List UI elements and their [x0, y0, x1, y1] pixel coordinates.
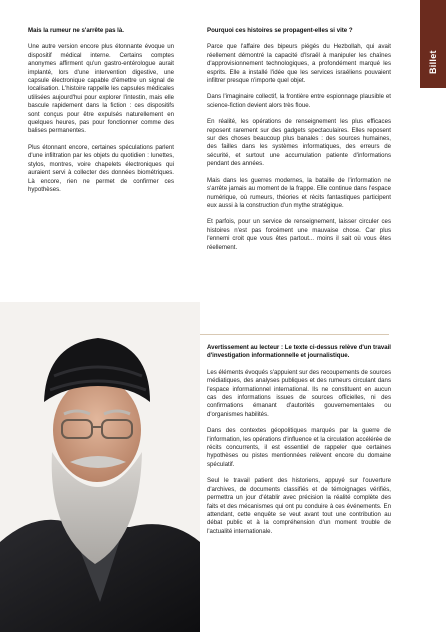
left-column: [28, 27, 174, 202]
portrait-photo: [0, 302, 200, 632]
right-paragraph: Dans l'imaginaire collectif, la frontière entre espionnage plausible et science-fiction devient alors très floue.: [207, 93, 391, 109]
right-paragraph: Parce que l'affaire des bipeurs piégés du Hezbollah, qui avait réellement démontré la capacité d'Israël à manipuler les chaînes d'approvisionnement technologiques, a profondément marqué les esprits. Elle a installé l'idée que les services israéliens pouvaient infiltrer presque n'importe quel objet.: [207, 43, 391, 85]
portrait-illustration: [0, 302, 200, 632]
disclaimer-box: [207, 344, 391, 544]
section-tab: [420, 0, 446, 88]
disclaimer-heading: Avertissement au lecteur : Le texte ci-dessus relève d'un travail d'investigation informationnelle et journalistique.: [207, 344, 391, 360]
left-paragraph: Une autre version encore plus étonnante évoque un dispositif médical interne. Certains comptes anonymes affirment qu'un gastro-entérologue aurait implanté, lors d'une intervention digestive, une capsule électronique capable d'émettre un signal de localisation. L'histoire rappelle les capsules médicales utilisées aujourd'hui pour explorer l'intestin, mais elle bascule rapidement dans la fiction : ces dispositifs sont conçus pour être expulsés naturellement en quelques heures, pas pour fonctionner comme des balises permanentes.: [28, 43, 174, 135]
right-paragraph: Et parfois, pour un service de renseignement, laisser circuler ces histoires n'est pas forcément une mauvaise chose. Car plus l'ennemi croit que vous êtes partout... moins il sait où vous êtes réellement.: [207, 218, 391, 251]
disclaimer-paragraph: Seul le travail patient des historiens, appuyé sur l'ouverture d'archives, de documents classifiés et de témoignages vérifiés, permettra un jour d'établir avec précision la réalité complète des faits et des mécanismes qui ont pu conduire à ces événements. En attendant, cette enquête se veut avant tout une contribution au débat public et à la compréhension d'un moment trouble de l'actualité internationale.: [207, 477, 391, 535]
disclaimer-paragraph: Les éléments évoqués s'appuient sur des recoupements de sources médiatiques, des analyses publiques et des rumeurs circulant dans l'espace informationnel international. Ils ne constituent en aucun cas des informations issues de sources officielles, ni des confirmations émanant d'autorités gouvernementales ou d'organismes habilités.: [207, 368, 391, 418]
left-column-heading: Mais la rumeur ne s'arrête pas là.: [28, 27, 124, 34]
left-paragraph: Plus étonnant encore, certaines spéculations parlent d'une infiltration par les objets du quotidien : lunettes, stylos, montres, voire chapelets électroniques qui auraient servi à collecter des données biométriques. Là encore, rien ne permet de confirmer ces hypothèses.: [28, 143, 174, 193]
right-paragraph: Mais dans les guerres modernes, la bataille de l'information ne s'arrête jamais au moment de la frappe. Elle continue dans l'espace numérique, où rumeurs, théories et récits fantastiques participent eux aussi à la construction d'un mythe stratégique.: [207, 176, 391, 209]
disclaimer-paragraph: Dans des contextes géopolitiques marqués par la guerre de l'information, les opérations d'influence et la circulation accélérée de récits concurrents, il est essentiel de rappeler que certaines hypothèses ou pistes mentionnées relèvent encore du domaine spéculatif.: [207, 427, 391, 468]
section-tab-label: Billet: [428, 50, 438, 74]
right-column: [207, 27, 391, 260]
section-divider: [199, 334, 389, 335]
right-column-heading: Pourquoi ces histoires se propagent-elles si vite ?: [207, 27, 353, 34]
right-paragraph: En réalité, les opérations de renseignement les plus efficaces reposent rarement sur des gadgets spectaculaires. Elles reposent sur des choses beaucoup plus banales : des sources humaines, des failles dans les systèmes informatiques, des erreurs de sécurité, et surtout une accumulation patiente d'informations pendant des années.: [207, 118, 391, 168]
